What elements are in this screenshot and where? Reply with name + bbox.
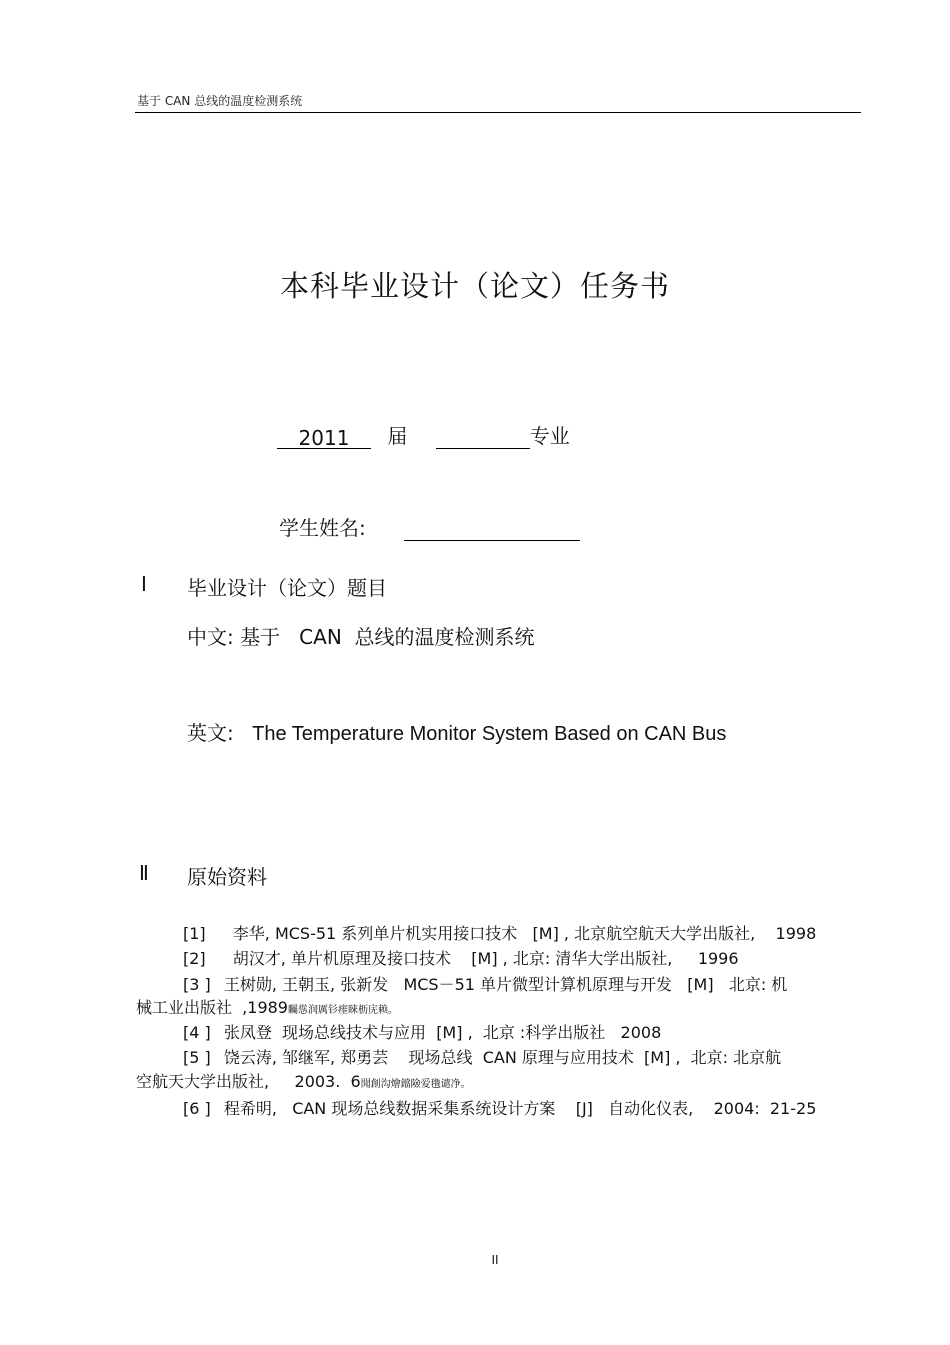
student-name-label: 学生姓名: bbox=[279, 516, 366, 540]
section1-heading: 毕业设计（论文）题目 bbox=[187, 576, 387, 600]
reference-number: [2] bbox=[183, 949, 206, 968]
cohort-line bbox=[277, 420, 570, 449]
reference-text: 张凤登 现场总线技术与应用 [M] , 北京 :科学出版社 2008 bbox=[223, 1023, 662, 1042]
chinese-title-line bbox=[187, 621, 535, 650]
page-number: II bbox=[491, 1253, 499, 1267]
reference-item bbox=[183, 972, 787, 995]
section2-heading: 原始资料 bbox=[187, 865, 267, 889]
major-suffix: 专业 bbox=[529, 424, 570, 448]
reference-item bbox=[183, 1096, 816, 1119]
chinese-title: 基于 CAN 总线的温度检测系统 bbox=[240, 625, 535, 649]
reference-number: [3 ] bbox=[183, 975, 211, 994]
reference-item bbox=[183, 946, 739, 969]
english-title: The Temperature Monitor System Based on CAN Bus bbox=[252, 723, 727, 745]
chinese-label: 中文: bbox=[187, 625, 234, 649]
header-divider bbox=[135, 112, 861, 113]
reference-text: 饶云涛, 邹继军, 郑勇芸 现场总线 CAN 原理与应用技术 [M] , 北京: 北京航 bbox=[223, 1048, 782, 1067]
english-label: 英文: bbox=[187, 721, 234, 745]
section1-numeral: Ⅰ bbox=[141, 572, 147, 596]
student-name-field bbox=[404, 518, 580, 541]
major-field bbox=[436, 426, 530, 449]
running-header: 基于 CAN 总线的温度检测系统 bbox=[137, 94, 303, 108]
year-field: 2011 bbox=[277, 426, 371, 449]
reference-text: 王树勋, 王朝玉, 张新发 MCS－51 单片微型计算机原理与开发 [M] 北京: 机 bbox=[223, 975, 788, 994]
reference-text: 胡汉才, 单片机原理及接口技术 [M] , 北京: 清华大学出版社, 1996 bbox=[232, 949, 739, 968]
reference-item bbox=[183, 1045, 781, 1068]
student-name-line bbox=[279, 512, 580, 541]
reference-number: [1] bbox=[183, 924, 206, 943]
reference-item bbox=[183, 1020, 661, 1043]
reference-text: 李华, MCS-51 系列单片机实用接口技术 [M] , 北京航空航天大学出版社, 1998 bbox=[232, 924, 817, 943]
section2-numeral: Ⅱ bbox=[139, 861, 149, 885]
reference-continuation bbox=[136, 1069, 471, 1092]
reference-number: [4 ] bbox=[183, 1023, 211, 1042]
reference-item bbox=[183, 921, 816, 944]
english-title-line bbox=[187, 717, 726, 746]
reference-continuation-garble: 聞創沟燴鐺險爱氇谴净。 bbox=[360, 1079, 471, 1090]
document-title: 本科毕业设计（论文）任务书 bbox=[279, 269, 670, 303]
year-suffix: 届 bbox=[387, 424, 408, 448]
reference-continuation bbox=[136, 995, 398, 1018]
reference-continuation-text: 械工业出版社 ,1989 bbox=[136, 998, 288, 1017]
reference-number: [6 ] bbox=[183, 1099, 211, 1118]
reference-continuation-garble: 矚慫润厲钐瘗睞枥庑赖。 bbox=[287, 1005, 398, 1016]
reference-number: [5 ] bbox=[183, 1048, 211, 1067]
reference-text: 程希明, CAN 现场总线数据采集系统设计方案 [J] 自动化仪表, 2004: 21-25 bbox=[223, 1099, 817, 1118]
reference-continuation-text: 空航天大学出版社, 2003. 6 bbox=[136, 1072, 361, 1091]
